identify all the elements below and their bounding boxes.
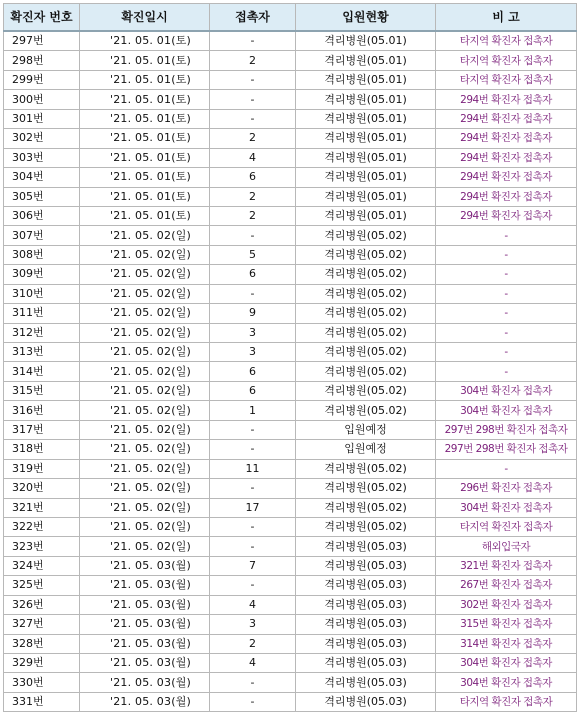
contacts-cell: 2 xyxy=(210,206,296,225)
hospital-status-cell: 격리병원(05.01) xyxy=(296,70,436,89)
hospital-status-cell: 격리병원(05.01) xyxy=(296,206,436,225)
confirmed-date-cell: '21. 05. 02(일) xyxy=(80,265,210,284)
contacts-cell: 2 xyxy=(210,129,296,148)
hospital-status-cell: 격리병원(05.01) xyxy=(296,168,436,187)
table-row xyxy=(4,479,577,498)
contacts-cell: - xyxy=(210,673,296,692)
case-table xyxy=(3,3,577,712)
remarks-cell: 304번 확진자 접촉자 xyxy=(436,654,577,673)
confirmed-date-cell: '21. 05. 03(월) xyxy=(80,634,210,653)
hospital-status-cell: 격리병원(05.02) xyxy=(296,479,436,498)
confirmed-date-cell: '21. 05. 03(월) xyxy=(80,595,210,614)
contacts-cell: - xyxy=(210,479,296,498)
table-row xyxy=(4,576,577,595)
case-number-cell: 330번 xyxy=(4,673,80,692)
case-number-cell: 304번 xyxy=(4,168,80,187)
hospital-status-cell: 격리병원(05.03) xyxy=(296,537,436,556)
case-number-cell: 323번 xyxy=(4,537,80,556)
table-row xyxy=(4,615,577,634)
contacts-cell: 17 xyxy=(210,498,296,517)
remarks-cell: 304번 확진자 접촉자 xyxy=(436,673,577,692)
contacts-cell: 7 xyxy=(210,556,296,575)
case-number-cell: 318번 xyxy=(4,440,80,459)
hospital-status-cell: 격리병원(05.02) xyxy=(296,226,436,245)
contacts-cell: 6 xyxy=(210,265,296,284)
remarks-cell: 타지역 확진자 접촉자 xyxy=(436,51,577,70)
confirmed-date-cell: '21. 05. 02(일) xyxy=(80,517,210,536)
case-number-cell: 326번 xyxy=(4,595,80,614)
hospital-status-cell: 격리병원(05.01) xyxy=(296,148,436,167)
confirmed-date-cell: '21. 05. 02(일) xyxy=(80,440,210,459)
case-number-cell: 308번 xyxy=(4,245,80,264)
case-number-cell: 316번 xyxy=(4,401,80,420)
case-number-cell: 298번 xyxy=(4,51,80,70)
contacts-cell: 1 xyxy=(210,401,296,420)
case-number-cell: 302번 xyxy=(4,129,80,148)
hospital-status-cell: 격리병원(05.01) xyxy=(296,129,436,148)
table-row xyxy=(4,634,577,653)
case-number-cell: 301번 xyxy=(4,109,80,128)
remarks-cell: - xyxy=(436,343,577,362)
table-row xyxy=(4,245,577,264)
hospital-status-cell: 격리병원(05.02) xyxy=(296,459,436,478)
contacts-cell: 6 xyxy=(210,381,296,400)
table-row xyxy=(4,381,577,400)
contacts-cell: - xyxy=(210,576,296,595)
hospital-status-cell: 격리병원(05.02) xyxy=(296,362,436,381)
confirmed-date-cell: '21. 05. 03(월) xyxy=(80,673,210,692)
hospital-status-cell: 격리병원(05.02) xyxy=(296,517,436,536)
case-number-cell: 306번 xyxy=(4,206,80,225)
contacts-cell: 3 xyxy=(210,343,296,362)
table-row xyxy=(4,692,577,711)
remarks-cell: - xyxy=(436,265,577,284)
header-remarks: 비 고 xyxy=(436,4,577,32)
confirmed-date-cell: '21. 05. 02(일) xyxy=(80,401,210,420)
contacts-cell: - xyxy=(210,692,296,711)
remarks-cell: 304번 확진자 접촉자 xyxy=(436,401,577,420)
confirmed-date-cell: '21. 05. 02(일) xyxy=(80,479,210,498)
remarks-cell: 296번 확진자 접촉자 xyxy=(436,479,577,498)
remarks-cell: - xyxy=(436,362,577,381)
table-row xyxy=(4,459,577,478)
case-number-cell: 314번 xyxy=(4,362,80,381)
contacts-cell: - xyxy=(210,284,296,303)
contacts-cell: - xyxy=(210,31,296,51)
confirmed-date-cell: '21. 05. 03(월) xyxy=(80,556,210,575)
hospital-status-cell: 격리병원(05.02) xyxy=(296,284,436,303)
remarks-cell: 267번 확진자 접촉자 xyxy=(436,576,577,595)
hospital-status-cell: 격리병원(05.03) xyxy=(296,673,436,692)
confirmed-date-cell: '21. 05. 03(월) xyxy=(80,576,210,595)
confirmed-date-cell: '21. 05. 03(월) xyxy=(80,615,210,634)
contacts-cell: - xyxy=(210,109,296,128)
remarks-cell: 297번 298번 확진자 접촉자 xyxy=(436,420,577,439)
header-contacts: 접촉자 xyxy=(210,4,296,32)
confirmed-date-cell: '21. 05. 02(일) xyxy=(80,362,210,381)
contacts-cell: 6 xyxy=(210,168,296,187)
confirmed-date-cell: '21. 05. 01(토) xyxy=(80,70,210,89)
hospital-status-cell: 입원예정 xyxy=(296,420,436,439)
table-row xyxy=(4,70,577,89)
remarks-cell: - xyxy=(436,304,577,323)
hospital-status-cell: 격리병원(05.01) xyxy=(296,187,436,206)
remarks-cell: 타지역 확진자 접촉자 xyxy=(436,70,577,89)
remarks-cell: 294번 확진자 접촉자 xyxy=(436,129,577,148)
confirmed-date-cell: '21. 05. 02(일) xyxy=(80,284,210,303)
table-row xyxy=(4,343,577,362)
table-row xyxy=(4,420,577,439)
contacts-cell: - xyxy=(210,537,296,556)
hospital-status-cell: 격리병원(05.03) xyxy=(296,595,436,614)
remarks-cell: 315번 확진자 접촉자 xyxy=(436,615,577,634)
table-row xyxy=(4,401,577,420)
case-number-cell: 310번 xyxy=(4,284,80,303)
remarks-cell: 321번 확진자 접촉자 xyxy=(436,556,577,575)
remarks-cell: 타지역 확진자 접촉자 xyxy=(436,31,577,51)
contacts-cell: 6 xyxy=(210,362,296,381)
hospital-status-cell: 격리병원(05.02) xyxy=(296,265,436,284)
remarks-cell: - xyxy=(436,459,577,478)
contacts-cell: - xyxy=(210,517,296,536)
confirmed-date-cell: '21. 05. 02(일) xyxy=(80,226,210,245)
contacts-cell: - xyxy=(210,440,296,459)
case-number-cell: 324번 xyxy=(4,556,80,575)
table-row xyxy=(4,362,577,381)
table-row xyxy=(4,51,577,70)
table-row xyxy=(4,265,577,284)
remarks-cell: 294번 확진자 접촉자 xyxy=(436,206,577,225)
contacts-cell: 4 xyxy=(210,595,296,614)
case-number-cell: 311번 xyxy=(4,304,80,323)
case-number-cell: 321번 xyxy=(4,498,80,517)
case-number-cell: 303번 xyxy=(4,148,80,167)
hospital-status-cell: 격리병원(05.02) xyxy=(296,401,436,420)
confirmed-date-cell: '21. 05. 01(토) xyxy=(80,206,210,225)
table-row xyxy=(4,31,577,51)
confirmed-date-cell: '21. 05. 02(일) xyxy=(80,537,210,556)
case-number-cell: 317번 xyxy=(4,420,80,439)
remarks-cell: - xyxy=(436,323,577,342)
remarks-cell: - xyxy=(436,226,577,245)
case-number-cell: 329번 xyxy=(4,654,80,673)
confirmed-date-cell: '21. 05. 01(토) xyxy=(80,90,210,109)
remarks-cell: 294번 확진자 접촉자 xyxy=(436,187,577,206)
confirmed-date-cell: '21. 05. 02(일) xyxy=(80,245,210,264)
case-number-cell: 299번 xyxy=(4,70,80,89)
remarks-cell: - xyxy=(436,245,577,264)
case-number-cell: 297번 xyxy=(4,31,80,51)
contacts-cell: 3 xyxy=(210,615,296,634)
hospital-status-cell: 격리병원(05.01) xyxy=(296,109,436,128)
contacts-cell: 2 xyxy=(210,634,296,653)
remarks-cell: 297번 298번 확진자 접촉자 xyxy=(436,440,577,459)
remarks-cell: 해외입국자 xyxy=(436,537,577,556)
confirmed-date-cell: '21. 05. 02(일) xyxy=(80,323,210,342)
case-number-cell: 305번 xyxy=(4,187,80,206)
table-row xyxy=(4,304,577,323)
contacts-cell: - xyxy=(210,226,296,245)
case-number-cell: 328번 xyxy=(4,634,80,653)
case-number-cell: 319번 xyxy=(4,459,80,478)
table-body xyxy=(4,31,577,712)
hospital-status-cell: 격리병원(05.03) xyxy=(296,615,436,634)
contacts-cell: 2 xyxy=(210,187,296,206)
confirmed-date-cell: '21. 05. 03(월) xyxy=(80,654,210,673)
header-hospital-status: 입원현황 xyxy=(296,4,436,32)
contacts-cell: 9 xyxy=(210,304,296,323)
table-row xyxy=(4,109,577,128)
confirmed-date-cell: '21. 05. 03(월) xyxy=(80,692,210,711)
case-number-cell: 325번 xyxy=(4,576,80,595)
table-row xyxy=(4,129,577,148)
table-row xyxy=(4,323,577,342)
case-number-cell: 322번 xyxy=(4,517,80,536)
contacts-cell: - xyxy=(210,70,296,89)
remarks-cell: 294번 확진자 접촉자 xyxy=(436,90,577,109)
case-number-cell: 331번 xyxy=(4,692,80,711)
contacts-cell: 3 xyxy=(210,323,296,342)
table-row xyxy=(4,595,577,614)
hospital-status-cell: 격리병원(05.02) xyxy=(296,498,436,517)
confirmed-date-cell: '21. 05. 01(토) xyxy=(80,168,210,187)
case-number-cell: 300번 xyxy=(4,90,80,109)
hospital-status-cell: 격리병원(05.02) xyxy=(296,381,436,400)
case-number-cell: 312번 xyxy=(4,323,80,342)
remarks-cell: 314번 확진자 접촉자 xyxy=(436,634,577,653)
confirmed-date-cell: '21. 05. 01(토) xyxy=(80,148,210,167)
case-number-cell: 320번 xyxy=(4,479,80,498)
table-row xyxy=(4,537,577,556)
table-row xyxy=(4,90,577,109)
contacts-cell: 2 xyxy=(210,51,296,70)
confirmed-date-cell: '21. 05. 02(일) xyxy=(80,381,210,400)
case-number-cell: 309번 xyxy=(4,265,80,284)
case-number-cell: 307번 xyxy=(4,226,80,245)
hospital-status-cell: 격리병원(05.01) xyxy=(296,31,436,51)
table-row xyxy=(4,187,577,206)
header-confirmed-date: 확진일시 xyxy=(80,4,210,32)
case-number-cell: 327번 xyxy=(4,615,80,634)
remarks-cell: 294번 확진자 접촉자 xyxy=(436,168,577,187)
hospital-status-cell: 격리병원(05.02) xyxy=(296,304,436,323)
confirmed-date-cell: '21. 05. 01(토) xyxy=(80,31,210,51)
table-row xyxy=(4,440,577,459)
table-row xyxy=(4,226,577,245)
confirmed-date-cell: '21. 05. 02(일) xyxy=(80,498,210,517)
hospital-status-cell: 격리병원(05.02) xyxy=(296,343,436,362)
table-row xyxy=(4,556,577,575)
hospital-status-cell: 격리병원(05.03) xyxy=(296,556,436,575)
table-header xyxy=(4,4,577,32)
contacts-cell: 5 xyxy=(210,245,296,264)
case-table-container xyxy=(3,3,576,712)
confirmed-date-cell: '21. 05. 01(토) xyxy=(80,129,210,148)
contacts-cell: 11 xyxy=(210,459,296,478)
hospital-status-cell: 격리병원(05.01) xyxy=(296,90,436,109)
hospital-status-cell: 격리병원(05.03) xyxy=(296,576,436,595)
remarks-cell: 타지역 확진자 접촉자 xyxy=(436,517,577,536)
hospital-status-cell: 격리병원(05.01) xyxy=(296,51,436,70)
confirmed-date-cell: '21. 05. 01(토) xyxy=(80,51,210,70)
case-number-cell: 315번 xyxy=(4,381,80,400)
remarks-cell: 타지역 확진자 접촉자 xyxy=(436,692,577,711)
confirmed-date-cell: '21. 05. 02(일) xyxy=(80,304,210,323)
table-row xyxy=(4,517,577,536)
contacts-cell: 4 xyxy=(210,148,296,167)
confirmed-date-cell: '21. 05. 01(토) xyxy=(80,187,210,206)
hospital-status-cell: 격리병원(05.02) xyxy=(296,323,436,342)
table-row xyxy=(4,498,577,517)
hospital-status-cell: 격리병원(05.03) xyxy=(296,654,436,673)
remarks-cell: 304번 확진자 접촉자 xyxy=(436,498,577,517)
hospital-status-cell: 격리병원(05.02) xyxy=(296,245,436,264)
hospital-status-cell: 입원예정 xyxy=(296,440,436,459)
table-row xyxy=(4,206,577,225)
header-case-number: 확진자 번호 xyxy=(4,4,80,32)
remarks-cell: - xyxy=(436,284,577,303)
contacts-cell: 4 xyxy=(210,654,296,673)
table-row xyxy=(4,168,577,187)
confirmed-date-cell: '21. 05. 02(일) xyxy=(80,459,210,478)
hospital-status-cell: 격리병원(05.03) xyxy=(296,634,436,653)
case-number-cell: 313번 xyxy=(4,343,80,362)
table-row xyxy=(4,284,577,303)
contacts-cell: - xyxy=(210,420,296,439)
table-row xyxy=(4,654,577,673)
remarks-cell: 294번 확진자 접촉자 xyxy=(436,148,577,167)
table-row xyxy=(4,148,577,167)
hospital-status-cell: 격리병원(05.03) xyxy=(296,692,436,711)
confirmed-date-cell: '21. 05. 02(일) xyxy=(80,420,210,439)
remarks-cell: 294번 확진자 접촉자 xyxy=(436,109,577,128)
table-row xyxy=(4,673,577,692)
confirmed-date-cell: '21. 05. 01(토) xyxy=(80,109,210,128)
confirmed-date-cell: '21. 05. 02(일) xyxy=(80,343,210,362)
remarks-cell: 302번 확진자 접촉자 xyxy=(436,595,577,614)
contacts-cell: - xyxy=(210,90,296,109)
remarks-cell: 304번 확진자 접촉자 xyxy=(436,381,577,400)
header-row xyxy=(4,4,577,32)
